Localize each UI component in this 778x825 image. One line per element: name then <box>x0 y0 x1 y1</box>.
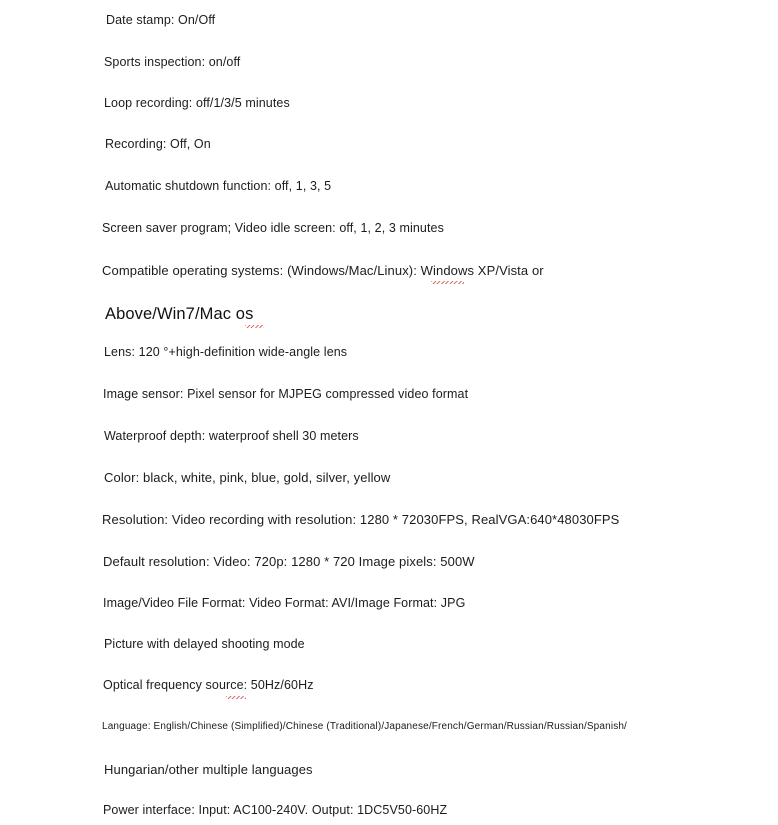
spec-line-compatible-os: Compatible operating systems: (Windows/Mac/Linux): Windows XP/Vista or <box>102 263 544 278</box>
spec-line-delayed-shooting: Picture with delayed shooting mode <box>104 637 305 651</box>
spec-line-auto-shutdown: Automatic shutdown function: off, 1, 3, 5 <box>105 179 332 193</box>
spec-line-lens: Lens: 120 °+high-definition wide-angle lens <box>104 345 348 359</box>
spec-line-date-stamp: Date stamp: On/Off <box>106 13 216 27</box>
spec-line-waterproof: Waterproof depth: waterproof shell 30 meters <box>104 429 359 443</box>
spec-line-language: Language: English/Chinese (Simplified)/Chinese (Traditional)/Japanese/French/German/Russian/Russian/Spanish/ <box>102 721 627 732</box>
spec-line-loop-recording: Loop recording: off/1/3/5 minutes <box>104 96 290 110</box>
spec-line-file-format: Image/Video File Format: Video Format: AVI/Image Format: JPG <box>103 596 466 610</box>
spellcheck-underline <box>431 281 464 284</box>
spec-line-language-continued: Hungarian/other multiple languages <box>104 762 313 777</box>
spec-line-image-sensor: Image sensor: Pixel sensor for MJPEG compressed video format <box>103 387 469 401</box>
spec-line-os-continued: Above/Win7/Mac os <box>105 305 254 323</box>
spec-line-power-interface: Power interface: Input: AC100-240V. Output: 1DC5V50-60HZ <box>103 803 448 817</box>
spellcheck-underline <box>226 696 246 699</box>
spec-line-screen-saver: Screen saver program; Video idle screen: off, 1, 2, 3 minutes <box>102 221 444 235</box>
spec-line-optical-frequency: Optical frequency source: 50Hz/60Hz <box>103 678 314 692</box>
spec-line-color: Color: black, white, pink, blue, gold, silver, yellow <box>104 470 391 485</box>
spec-line-recording: Recording: Off, On <box>105 137 211 151</box>
spec-line-default-resolution: Default resolution: Video: 720p: 1280 * 720 Image pixels: 500W <box>103 554 475 569</box>
spec-line-sports-inspection: Sports inspection: on/off <box>104 55 241 69</box>
spec-line-resolution: Resolution: Video recording with resolution: 1280 * 72030FPS, RealVGA:640*48030FPS <box>102 512 620 527</box>
spellcheck-underline <box>245 325 264 328</box>
